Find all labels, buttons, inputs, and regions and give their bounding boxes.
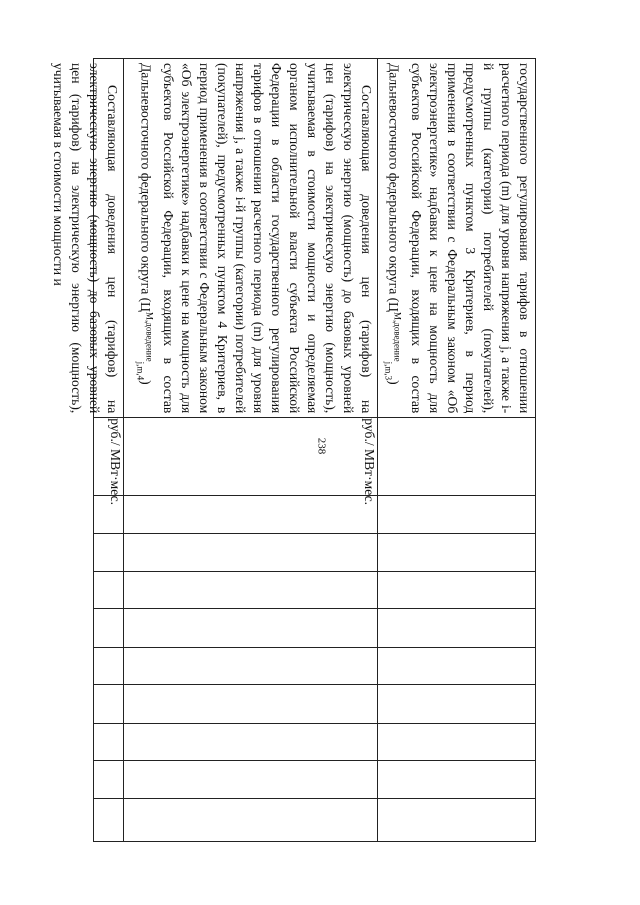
table-row: [94, 59, 124, 842]
unit-cell: руб./ МВт·мес.: [94, 418, 124, 496]
page-number: 238: [315, 437, 328, 455]
value-cell: [378, 496, 536, 533]
description-cell: [124, 59, 378, 418]
value-cell: [378, 760, 536, 798]
value-cell: [124, 571, 378, 608]
value-cell: [124, 496, 378, 533]
rotated-table-page: [51, 58, 536, 842]
value-cell: [94, 647, 124, 684]
value-cell: [94, 609, 124, 647]
value-cell: [378, 799, 536, 842]
formula: $Ц^{M,доведение}_{j,m,4}$: [135, 302, 155, 381]
value-cell: [378, 685, 536, 723]
description-text: Составляющая доведения цен (тарифов) на электрическую энергию (мощность) до базовых уровней цен (тарифов) на электрическую энергию (мощность), учитываемая в стоимости мощности и определяемая органом исполнительной власти субъекта Российской Федерации в области государственного регулирования тарифов в отношении расчетного периода (m) для уровня напряжения j, а также i-й группы (категории) потребителей (покупателей), предусмотренных пунктом 4 Критериев, в период применения в соответствии с Федеральным законом «Об электроэнергетике» надбавки к цене на мощность для субъектов Российской Федерации, входящих в состав Дальневосточного федерального округа $(Ц^{M,доведение}_{j,m,4})$: [135, 63, 374, 414]
tariff-table: [51, 58, 536, 842]
value-cell: [94, 685, 124, 723]
value-cell: [124, 647, 378, 684]
value-cell: [124, 799, 378, 842]
value-cell: [378, 571, 536, 608]
value-cell: [124, 533, 378, 571]
value-cell: [378, 723, 536, 760]
value-cell: [378, 609, 536, 647]
value-cell: [378, 647, 536, 684]
value-cell: [94, 723, 124, 760]
value-cell: [94, 533, 124, 571]
value-cell: [124, 609, 378, 647]
value-cell: [124, 760, 378, 798]
table-row: [378, 59, 536, 842]
description-cell: [378, 59, 536, 418]
value-cell: [124, 723, 378, 760]
value-cell: [94, 571, 124, 608]
value-cell: [378, 533, 536, 571]
description-text: государственного регулирования тарифов в отношении расчетного периода (m) для уровня напряжения j, а также i-й группы (категории) потребителей (покупателей), предусмотренных пунктом 3 Критериев, в период применения в соответствии с Федеральным законом «Об электроэнергетике» надбавки к цене на мощность для субъектов Российской Федерации, входящих в состав Дальневосточного федерального округа $(Ц^{M,доведение}_{j,m,3})$: [383, 63, 532, 414]
value-cell: [94, 760, 124, 798]
unit-cell: [378, 418, 536, 496]
unit-cell: руб./ МВт·мес.: [124, 418, 378, 496]
description-cell: [51, 59, 124, 418]
description-text: Составляющая доведения цен (тарифов) на электрическую энергию (мощность) до базовых уровней цен (тарифов) на электрическую энергию (мощность), учитываемая в стоимости мощности и: [51, 63, 120, 414]
value-cell: [124, 685, 378, 723]
value-cell: [94, 799, 124, 842]
table-row: [124, 59, 378, 842]
formula: $Ц^{M,доведение}_{j,m,3}$: [383, 302, 403, 381]
